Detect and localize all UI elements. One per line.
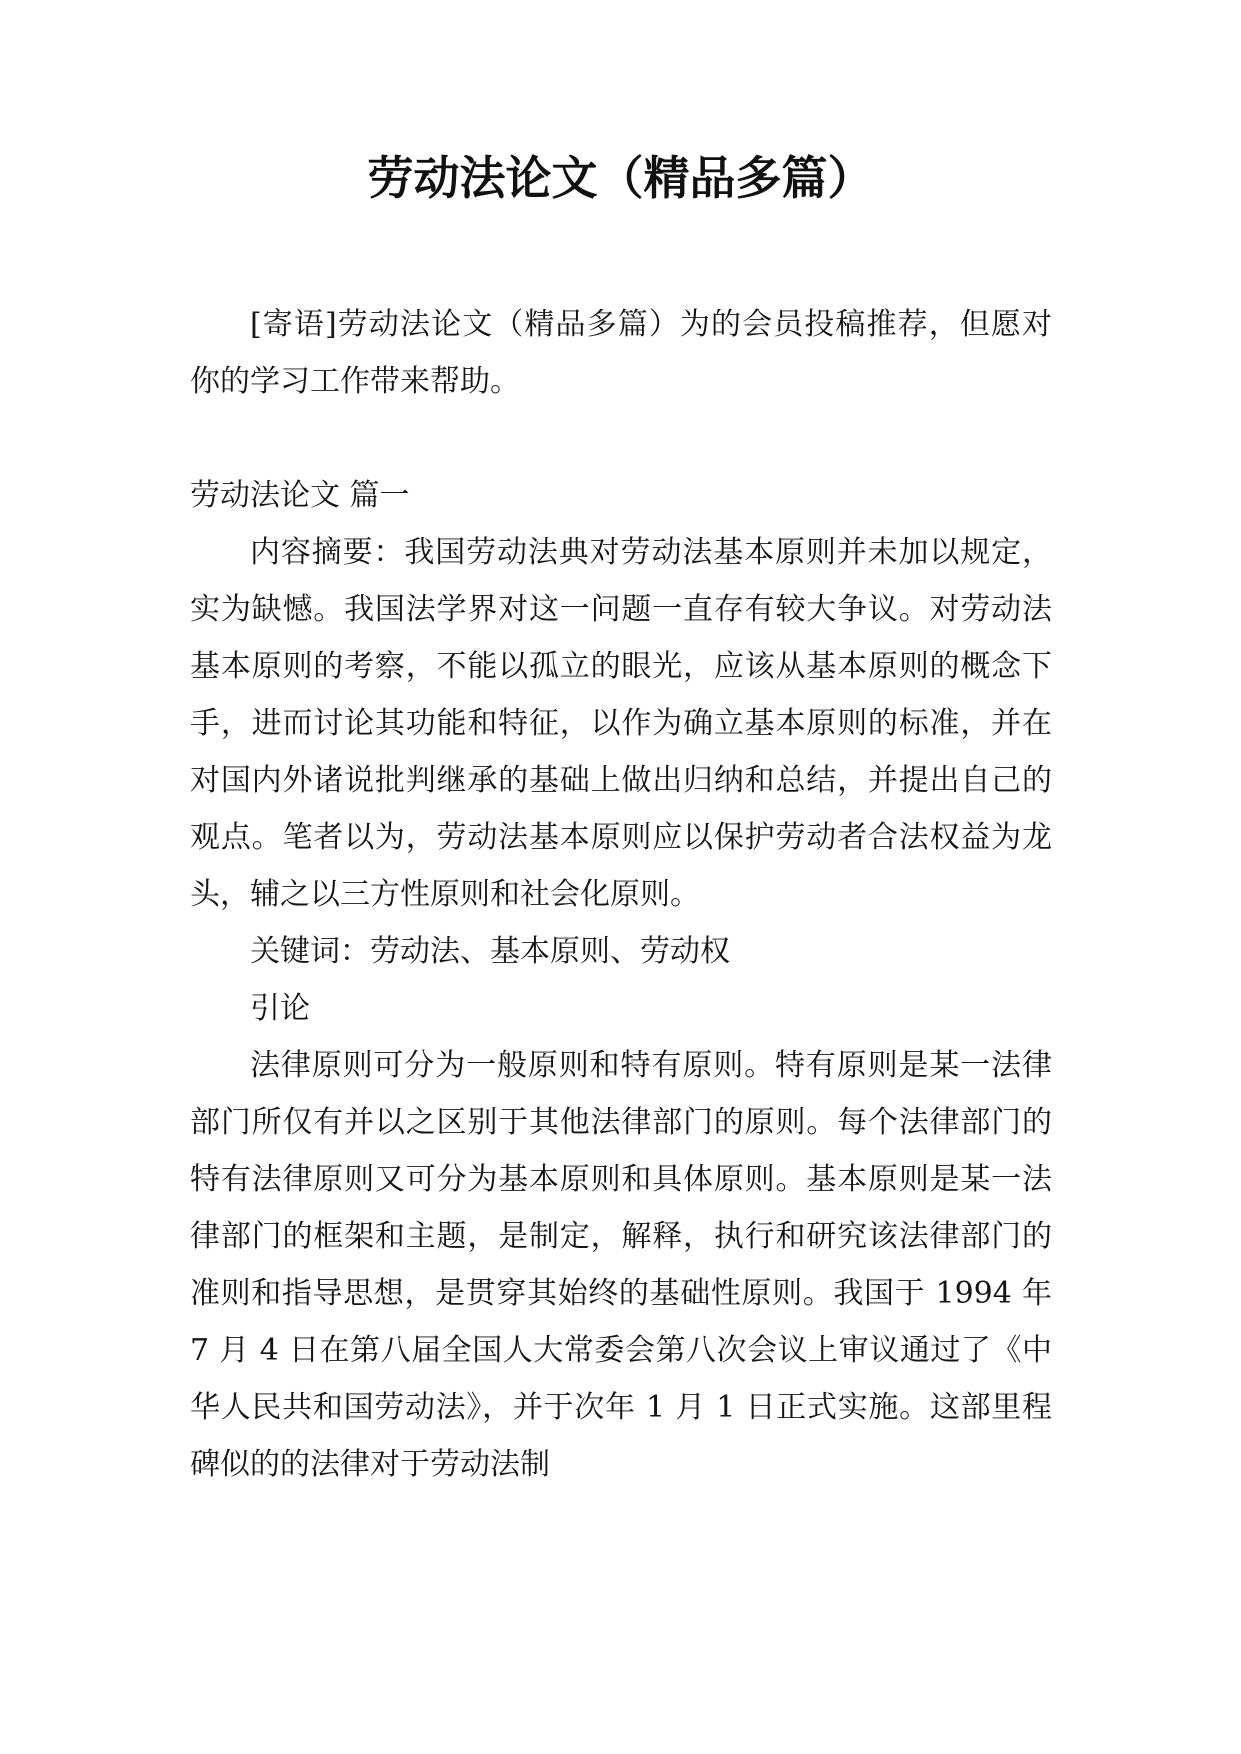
document-title: 劳动法论文（精品多篇） xyxy=(367,151,874,205)
body-paragraph: 法律原则可分为一般原则和特有原则。特有原则是某一法律部门所仅有并以之区别于其他法律部门的原则。每个法律部门的特有法律原则又可分为基本原则和具体原则。基本原则是某一法律部门的框架和主题，是制定，解释，执行和研究该法律部门的准则和指导思想，是贯穿其始终的基础性原则。我国于 1994 年 7 月 4 日在第八届全国人大常委会第八次会议上审议通过了《中华人民共和国劳动法》，并于次年 1 月 1 日正式实施。这部里程碑似的的法律对于劳动法制 xyxy=(190,1048,1052,1482)
section-heading: 劳动法论文 篇一 xyxy=(190,478,410,513)
document-body xyxy=(190,296,1052,1493)
introduction-heading: 引论 xyxy=(250,991,310,1026)
keywords-line: 关键词：劳动法、基本原则、劳动权 xyxy=(250,934,730,969)
abstract-paragraph: 内容摘要：我国劳动法典对劳动法基本原则并未加以规定，实为缺憾。我国法学界对这一问题一直存有较大争议。对劳动法基本原则的考察，不能以孤立的眼光，应该从基本原则的概念下手，进而讨论其功能和特征，以作为确立基本原则的标准，并在对国内外诸说批判继承的基础上做出归纳和总结，并提出自己的观点。笔者以为，劳动法基本原则应以保护劳动者合法权益为龙头，辅之以三方性原则和社会化原则。 xyxy=(190,535,1052,912)
intro-paragraph: [寄语]劳动法论文（精品多篇）为的会员投稿推荐，但愿对你的学习工作带来帮助。 xyxy=(190,307,1052,399)
